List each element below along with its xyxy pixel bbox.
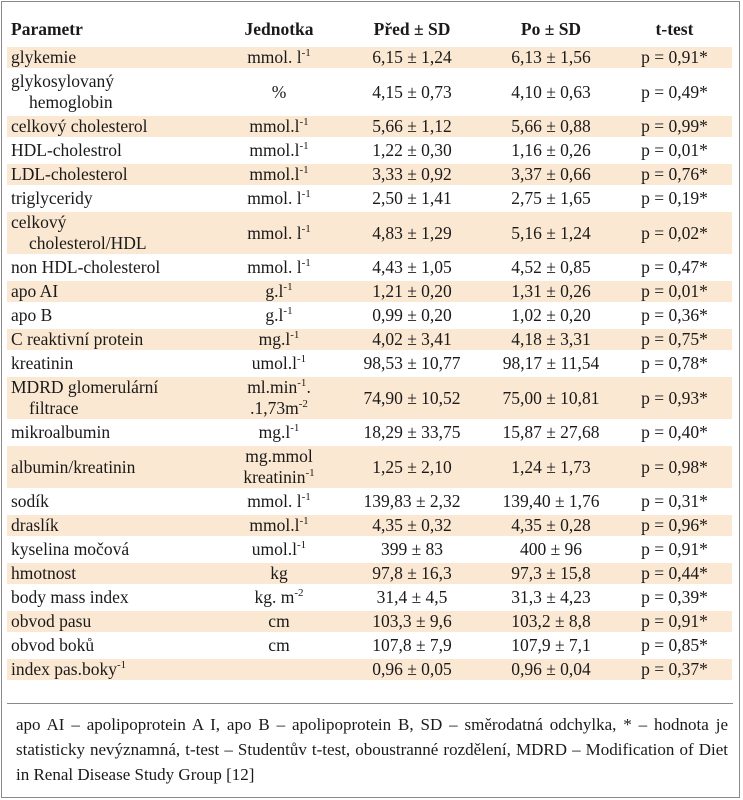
cell-ttest: p = 0,78* xyxy=(641,353,708,373)
cell-unit: $mmol.l^{-1}$ xyxy=(219,515,339,536)
cell-before: 2,50 ± 1,41 xyxy=(372,188,452,208)
cell-parameter: glykemie xyxy=(7,47,219,68)
cell-before: 5,66 ± 1,12 xyxy=(339,116,485,137)
cell-after: 6,13 ± 1,56 xyxy=(485,47,617,68)
cell-parameter: HDL-cholestrol xyxy=(11,140,122,160)
cell-after: 97,3 ± 15,8 xyxy=(485,563,617,584)
table-row xyxy=(7,539,732,560)
cell-before: 139,83 ± 2,32 xyxy=(363,491,461,511)
cell-unit: $umol.l^{-1}$ xyxy=(251,353,307,373)
cell-ttest: p = 0,19* xyxy=(641,188,708,208)
cell-before: 31,4 ± 4,5 xyxy=(376,587,448,607)
header-ttest: t-test xyxy=(655,19,694,39)
cell-before: 399 ± 83 xyxy=(380,539,444,559)
cell-before: 74,90 ± 10,52 xyxy=(339,377,485,419)
cell-after: 400 ± 96 xyxy=(519,539,583,559)
cell-ttest: p = 0,01* xyxy=(617,281,732,302)
cell-parameter: kreatinin xyxy=(11,353,74,373)
table-row xyxy=(7,587,732,608)
cell-after: 31,3 ± 4,23 xyxy=(511,587,591,607)
cell-parameter: sodík xyxy=(11,491,49,511)
cell-unit: mmol. $l^{-1}$ xyxy=(219,212,339,254)
cell-unit: $mg.l^{-1}$ xyxy=(219,329,339,350)
cell-unit: cm xyxy=(219,611,339,632)
cell-unit: cm xyxy=(268,635,290,655)
cell-parameter: mikroalbumin xyxy=(11,422,111,442)
cell-before: 1,25 ± 2,10 xyxy=(339,446,485,488)
cell-after: 1,02 ± 0,20 xyxy=(511,305,591,325)
cell-after: 139,40 ± 1,76 xyxy=(502,491,600,511)
table-footnote: apo AI – apolipoprotein A I, apo B – apolipoprotein B, SD – směrodatná odchylka, * – hodnota je statisticky nevýznamná, t-test – Studentův t-test, oboustranné rozdělení, MDRD – Modification of Diet in Renal Disease Study Group [12] xyxy=(16,715,728,784)
cell-unit: mmol. $l^{-1}$ xyxy=(219,47,339,68)
cell-parameter: non HDL-cholesterol xyxy=(11,257,161,277)
cell-after: 1,16 ± 0,26 xyxy=(511,140,591,160)
cell-after: 0,96 ± 0,04 xyxy=(485,659,617,680)
cell-unit: % xyxy=(271,81,287,102)
cell-ttest: p = 0,39* xyxy=(641,587,708,607)
cell-before: 98,53 ± 10,77 xyxy=(363,353,461,373)
cell-after: 4,10 ± 0,63 xyxy=(511,81,591,102)
cell-parameter: apo AI xyxy=(7,281,219,302)
cell-parameter: index pas.boky$^{-1}$ xyxy=(7,659,219,680)
cell-unit: kg xyxy=(219,563,339,584)
cell-after: 1,24 ± 1,73 xyxy=(485,446,617,488)
table-row xyxy=(7,212,732,254)
cell-ttest: p = 0,91* xyxy=(641,539,708,559)
cell-ttest: p = 0,91* xyxy=(617,611,732,632)
footnote-divider xyxy=(7,703,733,704)
cell-ttest: p = 0,44* xyxy=(617,563,732,584)
cell-ttest: p = 0,02* xyxy=(617,212,732,254)
cell-parameter: albumin/kreatinin xyxy=(7,446,219,488)
cell-parameter: glykosylovaný hemoglobin xyxy=(11,71,115,112)
cell-before: 97,8 ± 16,3 xyxy=(339,563,485,584)
cell-ttest: p = 0,47* xyxy=(641,257,708,277)
table-row xyxy=(7,422,732,443)
cell-unit: mmol. $l^{-1}$ xyxy=(247,188,311,208)
cell-ttest: p = 0,96* xyxy=(617,515,732,536)
cell-unit: mmol. $l^{-1}$ xyxy=(247,257,311,277)
cell-before: 1,21 ± 0,20 xyxy=(339,281,485,302)
cell-unit: $mmol.l^{-1}$ xyxy=(219,164,339,185)
cell-parameter: obvod boků xyxy=(11,635,95,655)
cell-before: 107,8 ± 7,9 xyxy=(372,635,452,655)
table-body xyxy=(7,47,732,680)
cell-unit: kg. $m^{-2}$ xyxy=(254,587,304,607)
table-row xyxy=(7,659,732,680)
cell-after: 5,66 ± 0,88 xyxy=(485,116,617,137)
table-row xyxy=(7,353,732,374)
cell-after: 4,18 ± 3,31 xyxy=(485,329,617,350)
cell-parameter: body mass index xyxy=(11,587,129,607)
cell-unit: $umol.l^{-1}$ xyxy=(251,539,307,559)
cell-ttest: p = 0,75* xyxy=(617,329,732,350)
cell-after: 4,35 ± 0,28 xyxy=(485,515,617,536)
header-before: Před ± SD xyxy=(373,19,451,39)
cell-parameter: hmotnost xyxy=(7,563,219,584)
cell-unit xyxy=(219,659,339,680)
cell-unit: $g.l^{-1}$ xyxy=(219,281,339,302)
cell-ttest: p = 0,99* xyxy=(617,116,732,137)
table-row xyxy=(7,257,732,278)
cell-after: 4,52 ± 0,85 xyxy=(511,257,591,277)
table-row xyxy=(7,188,732,209)
cell-after: 1,31 ± 0,26 xyxy=(485,281,617,302)
cell-before: 4,83 ± 1,29 xyxy=(339,212,485,254)
cell-unit: mg.mmol kreatinin$^{-1}$ xyxy=(219,446,339,488)
cell-before: 18,29 ± 33,75 xyxy=(363,422,461,442)
cell-before: 103,3 ± 9,6 xyxy=(339,611,485,632)
cell-parameter: LDL-cholesterol xyxy=(7,164,219,185)
cell-ttest: p = 0,37* xyxy=(617,659,732,680)
table-row xyxy=(7,71,732,113)
cell-after: 75,00 ± 10,81 xyxy=(485,377,617,419)
cell-parameter: obvod pasu xyxy=(7,611,219,632)
cell-after: 107,9 ± 7,1 xyxy=(511,635,591,655)
cell-ttest: p = 0,31* xyxy=(641,491,708,511)
cell-ttest: p = 0,98* xyxy=(617,446,732,488)
cell-after: 3,37 ± 0,66 xyxy=(485,164,617,185)
table-row xyxy=(7,515,732,536)
table-row xyxy=(7,164,732,185)
cell-before: 3,33 ± 0,92 xyxy=(339,164,485,185)
table-row xyxy=(7,140,732,161)
table-row xyxy=(7,116,732,137)
cell-before: 4,35 ± 0,32 xyxy=(339,515,485,536)
table-row xyxy=(7,305,732,326)
table-row xyxy=(7,491,732,512)
cell-unit: $mg.l^{-1}$ xyxy=(258,422,300,442)
cell-parameter: celkový cholesterol/HDL xyxy=(7,212,219,254)
cell-ttest: p = 0,91* xyxy=(617,47,732,68)
cell-before: 4,02 ± 3,41 xyxy=(339,329,485,350)
cell-parameter: celkový cholesterol xyxy=(7,116,219,137)
table-row xyxy=(7,563,732,584)
cell-parameter: C reaktivní protein xyxy=(7,329,219,350)
table-row xyxy=(7,611,732,632)
cell-parameter: triglyceridy xyxy=(11,188,93,208)
table-row xyxy=(7,446,732,488)
cell-unit: $ml.\min^{-1}$. $.1,73m^{-2}$ xyxy=(219,377,339,419)
header-after: Po ± SD xyxy=(520,19,582,39)
cell-before: 0,96 ± 0,05 xyxy=(339,659,485,680)
cell-unit: $mmol.l^{-1}$ xyxy=(219,116,339,137)
cell-ttest: p = 0,36* xyxy=(641,305,708,325)
results-table xyxy=(7,14,732,683)
cell-before: 1,22 ± 0,30 xyxy=(372,140,452,160)
cell-parameter: draslík xyxy=(7,515,219,536)
cell-after: 103,2 ± 8,8 xyxy=(485,611,617,632)
cell-parameter: kyselina močová xyxy=(11,539,130,559)
cell-before: 6,15 ± 1,24 xyxy=(339,47,485,68)
cell-ttest: p = 0,85* xyxy=(641,635,708,655)
cell-after: 5,16 ± 1,24 xyxy=(485,212,617,254)
header-unit: Jednotka xyxy=(244,19,314,39)
cell-ttest: p = 0,76* xyxy=(617,164,732,185)
cell-before: 0,99 ± 0,20 xyxy=(372,305,452,325)
cell-parameter: apo B xyxy=(11,305,53,325)
cell-ttest: p = 0,49* xyxy=(641,81,708,102)
table-row xyxy=(7,635,732,656)
cell-after: 2,75 ± 1,65 xyxy=(511,188,591,208)
cell-ttest: p = 0,01* xyxy=(641,140,708,160)
table-row xyxy=(7,281,732,302)
table-row xyxy=(7,377,732,419)
table-header-row xyxy=(7,17,732,44)
cell-ttest: p = 0,93* xyxy=(617,377,732,419)
cell-before: 4,15 ± 0,73 xyxy=(372,81,452,102)
cell-after: 98,17 ± 11,54 xyxy=(502,353,600,373)
table-row xyxy=(7,329,732,350)
cell-ttest: p = 0,40* xyxy=(641,422,708,442)
table-row xyxy=(7,47,732,68)
cell-unit: mmol. $l^{-1}$ xyxy=(247,491,311,511)
cell-unit: $mmol.l^{-1}$ xyxy=(249,140,309,160)
cell-parameter: MDRD glomerulární filtrace xyxy=(7,377,219,419)
header-parameter: Parametr xyxy=(11,19,83,39)
cell-after: 15,87 ± 27,68 xyxy=(502,422,600,442)
cell-before: 4,43 ± 1,05 xyxy=(372,257,452,277)
cell-unit: $g.l^{-1}$ xyxy=(265,305,293,325)
